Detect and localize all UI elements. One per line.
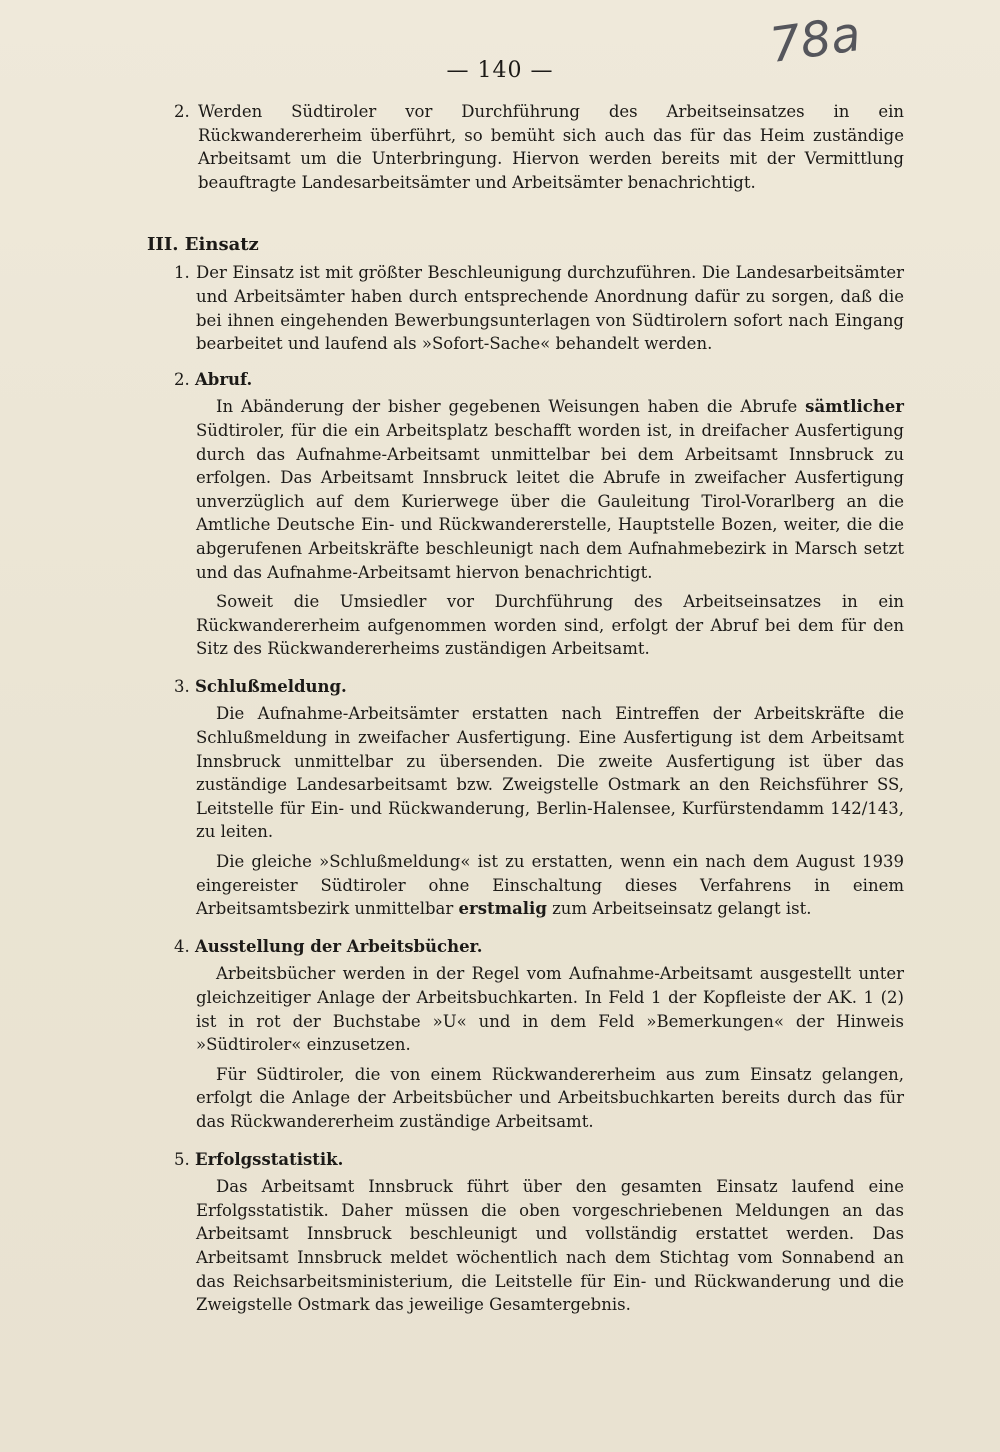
- subsection-heading-arbeitsbuecher: [174, 935, 1000, 959]
- section-iii-item-1: [0, 261, 1000, 355]
- paragraph: Werden Südtiroler vor Durchführung des Arbeitseinsatzes in ein Rückwandererheim überführt, so bemüht sich auch das für das Heim zuständige Arbeitsamt um die Unterbringung. Hiervon werden bereits mit der Vermittlung beauftragte Landesarbeitsämter und Arbeitsämter benachrichtigt.: [198, 102, 904, 192]
- item-number: 4.: [174, 936, 190, 956]
- section-heading: III. Einsatz: [147, 234, 259, 256]
- paragraph: Der Einsatz ist mit größter Beschleunigung durchzuführen. Die Landesarbeitsämter und Arbeitsämter haben durch entsprechende Anordnung dafür zu sorgen, daß die bei ihnen eingehenden Bewerbungsunterlagen von Südtirolern sofort nach Eingang bearbeitet und laufend als »Sofort-Sache« behandelt werden.: [196, 263, 904, 354]
- item-heading: Schlußmeldung.: [195, 676, 347, 696]
- text-run: zum Arbeitseinsatz gelangt ist.: [546, 899, 812, 919]
- item-number: 2.: [174, 369, 190, 389]
- item-number: 3.: [174, 676, 190, 696]
- page-number: — 140 —: [446, 58, 554, 83]
- paragraph: Für Südtiroler, die von einem Rückwandererheim aus zum Einsatz gelangen, erfolgt die Anlage der Arbeitsbücher und Arbeitsbuchkarten bereits durch das für das Rückwandererheim zuständige Arbeitsamt.: [196, 1064, 904, 1131]
- emphasis: sämtlicher: [805, 397, 904, 417]
- subsection-heading-schlussmeldung: [174, 675, 1000, 699]
- subsection-heading-abruf: [174, 368, 1000, 392]
- text-run: In Abänderung der bisher gegebenen Weisungen haben die Abrufe: [216, 397, 806, 417]
- text-run: Südtiroler, für die ein Arbeitsplatz beschafft worden ist, in dreifacher Ausfertigung durch das Aufnahme-Arbeitsamt unmittelbar bei dem Arbeitsamt Innsbruck zu erfolgen. Das Arbeitsamt Innsbruck leitet die Abrufe in zweifacher Ausfertigung unverzüglich auf dem Kurierwege über die Gauleitung Tirol-Vorarlberg an die Amtliche Deutsche Ein- und Rückwandererstelle, Hauptstelle Bozen, weiter, die die abgerufenen Arbeitskräfte beschleunigt nach dem Aufnahmebezirk in Marsch setzt und das Aufnahme-Arbeitsamt hiervon benachrichtigt.: [196, 420, 904, 582]
- item-number: 5.: [174, 1149, 190, 1169]
- paragraph: Soweit die Umsiedler vor Durchführung des Arbeitseinsatzes in ein Rückwandererheim aufgenommen worden sind, erfolgt der Abruf bei dem für den Sitz des Rückwandererheims zuständigen Arbeitsamt.: [196, 592, 904, 659]
- emphasis: erstmalig: [458, 899, 547, 919]
- item-heading: Abruf.: [195, 369, 253, 389]
- paragraph: Das Arbeitsamt Innsbruck führt über den gesamten Einsatz laufend eine Erfolgsstatistik. Daher müssen die oben vorgeschriebenen Meldungen an das Arbeitsamt Innsbruck beschleunigt und vollständig erstattet werden. Das Arbeitsamt Innsbruck meldet wöchentlich nach dem Stichtag vom Sonnabend an das Reichsarbeitsministerium, die Leitstelle für Ein- und Rückwanderung und die Zweigstelle Ostmark das jeweilige Gesamtergebnis.: [196, 1177, 904, 1315]
- item-heading: Ausstellung der Arbeitsbücher.: [195, 936, 483, 956]
- subsection-heading-erfolgsstatistik: [174, 1148, 1000, 1172]
- document-body: [0, 100, 1000, 1317]
- section-ii-item-2: [0, 100, 1000, 194]
- item-number: 1.: [174, 263, 190, 283]
- paragraph: [196, 395, 904, 584]
- paragraph: Die Aufnahme-Arbeitsämter erstatten nach Eintreffen der Arbeitskräfte die Schlußmeldung in zweifacher Ausfertigung. Eine Ausfertigung ist dem Arbeitsamt Innsbruck unmittelbar zu übersenden. Die zweite Ausfertigung ist über das zuständige Landesarbeitsamt bzw. Zweigstelle Ostmark an den Reichsführer SS, Leitstelle für Ein- und Rückwanderung, Berlin-Halensee, Kurfürstendamm 142/143, zu leiten.: [196, 704, 904, 842]
- paragraph: [196, 850, 904, 921]
- text-run: Die gleiche »Schlußmeldung« ist zu erstatten, wenn ein nach dem August 1939 eingereister Südtiroler ohne Einschaltung dieses Verfahrens in einem Arbeitsamtsbezirk unmittelbar: [196, 852, 904, 919]
- paragraph: Arbeitsbücher werden in der Regel vom Aufnahme-Arbeitsamt ausgestellt unter gleichzeitiger Anlage der Arbeitsbuchkarten. In Feld 1 der Kopfleiste der AK. 1 (2) ist in rot der Buchstabe »U« und in dem Feld »Bemerkungen« der Hinweis »Südtiroler« einzusetzen.: [196, 964, 904, 1055]
- item-heading: Erfolgsstatistik.: [195, 1149, 344, 1169]
- item-number: 2.: [174, 102, 190, 121]
- handwritten-page-annotation: 78a: [766, 5, 864, 75]
